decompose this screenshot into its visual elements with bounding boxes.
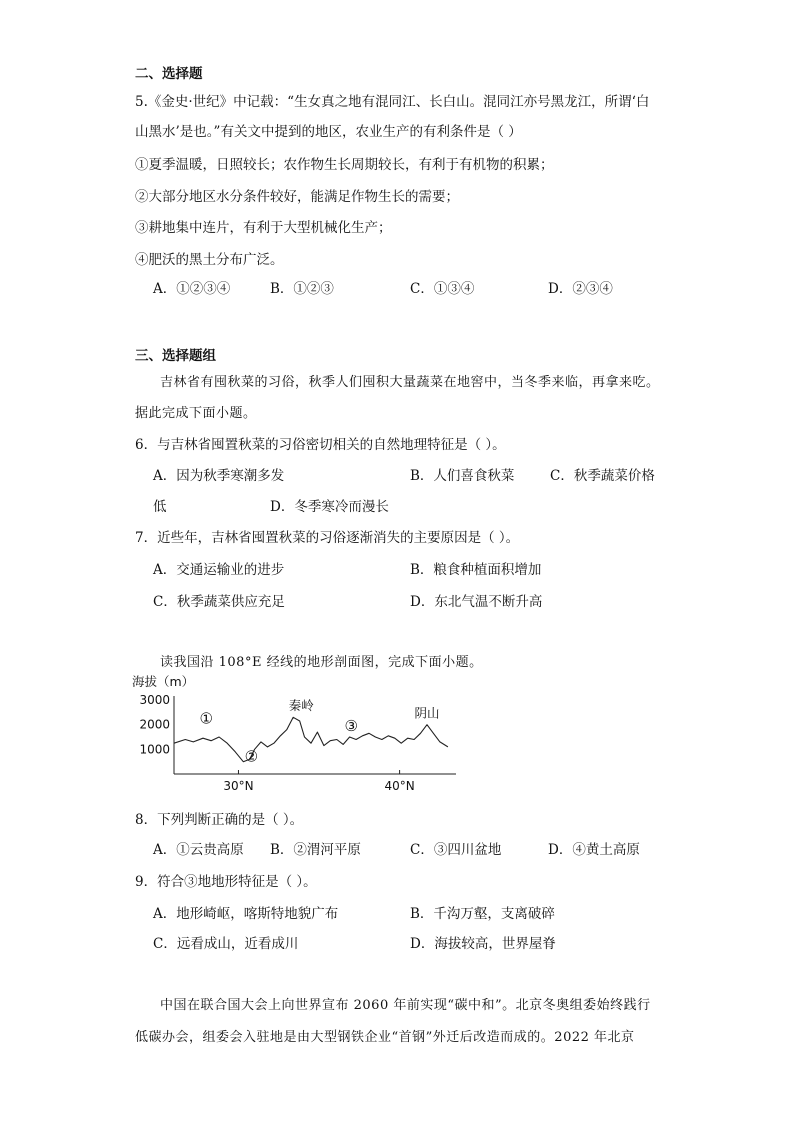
intro3-line2: 低碳办会，组委会入驻地是由大型钢铁企业“首钢”外迁后改造而成的。2022 年北京 — [135, 1030, 635, 1045]
q5-option-b[interactable]: B．①②③ — [270, 281, 334, 297]
section-heading-2: 二、选择题 — [135, 66, 203, 82]
q9-option-b[interactable]: B．千沟万壑，支离破碎 — [410, 906, 555, 922]
q5-option-d[interactable]: D．②③④ — [548, 281, 613, 297]
yinshan-label: 阴山 — [414, 705, 440, 721]
q6-option-b[interactable]: B．人们喜食秋菜 — [410, 468, 515, 484]
q8-stem: 8．下列判断正确的是（ ）。 — [135, 812, 304, 828]
region-label-3: ③ — [344, 716, 358, 735]
terrain-profile-chart — [132, 674, 462, 802]
region-label-1: ① — [199, 709, 213, 728]
y-tick-label: 2000 — [139, 717, 170, 732]
q5-option-a[interactable]: A．①②③④ — [153, 281, 231, 297]
q8-option-b[interactable]: B．②渭河平原 — [270, 842, 361, 858]
intro1-line2: 据此完成下面小题。 — [135, 406, 257, 421]
q5-statement-3: ③耕地集中连片，有利于大型机械化生产； — [135, 220, 392, 236]
intro2: 读我国沿 108°E 经线的地形剖面图，完成下面小题。 — [160, 655, 483, 670]
q5-statement-4: ④肥沃的黑土分布广泛。 — [135, 252, 284, 268]
q8-option-d[interactable]: D．④黄土高原 — [548, 842, 640, 858]
section-heading-3: 三、选择题组 — [135, 348, 216, 364]
q8-option-a[interactable]: A．①云贵高原 — [153, 842, 244, 858]
q6-option-a[interactable]: A．因为秋季寒潮多发 — [153, 468, 285, 484]
q5-statement-1: ①夏季温暖，日照较长；农作物生长周期较长，有利于有机物的积累； — [135, 157, 554, 173]
q9-stem: 9．符合③地地形特征是（ ）。 — [135, 874, 317, 890]
region-label-2: ② — [244, 747, 259, 766]
q5-statement-2: ②大部分地区水分条件较好，能满足作物生长的需要； — [135, 189, 459, 205]
q7-option-b[interactable]: B．粮食种植面积增加 — [410, 562, 542, 578]
q9-option-d[interactable]: D．海拔较高，世界屋脊 — [410, 936, 556, 952]
terrain-profile-line — [174, 717, 448, 761]
y-axis-title: 海拔（m） — [132, 674, 195, 689]
x-tick-label: 40°N — [384, 779, 415, 793]
q6-option-d[interactable]: D．冬季寒冷而漫长 — [270, 499, 389, 515]
q7-stem: 7．近些年，吉林省囤置秋菜的习俗逐渐消失的主要原因是（ ）。 — [135, 530, 520, 546]
terrain-profile-svg — [132, 674, 462, 802]
q6-option-c-continued: 低 — [153, 499, 167, 515]
q7-option-c[interactable]: C．秋季蔬菜供应充足 — [153, 594, 285, 610]
q5-stem-line1: 5.《金史·世纪》中记载：“生女真之地有混同江、长白山。混同江亦号黑龙江，所谓‘白 — [135, 94, 650, 110]
qinling-label: 秦岭 — [288, 697, 314, 713]
y-tick-label: 1000 — [139, 742, 170, 757]
q6-option-c[interactable]: C．秋季蔬菜价格 — [550, 468, 655, 484]
intro3-line1: 中国在联合国大会上向世界宣布 2060 年前实现“碳中和”。北京冬奥组委始终践行 — [160, 998, 651, 1013]
x-tick-label: 30°N — [223, 779, 254, 793]
q9-option-a[interactable]: A．地形崎岖，喀斯特地貌广布 — [153, 906, 339, 922]
q7-option-a[interactable]: A．交通运输业的进步 — [153, 562, 285, 578]
intro1-line1: 吉林省有囤秋菜的习俗，秋季人们囤积大量蔬菜在地窖中，当冬季来临，再拿来吃。 — [160, 375, 660, 390]
q8-option-c[interactable]: C．③四川盆地 — [410, 842, 502, 858]
q9-option-c[interactable]: C．远看成山，近看成川 — [153, 936, 299, 952]
q6-stem: 6．与吉林省囤置秋菜的习俗密切相关的自然地理特征是（ ）。 — [135, 437, 506, 453]
q5-stem-line2: 山黑水’是也。”有关文中提到的地区，农业生产的有利条件是（ ） — [135, 124, 522, 140]
y-tick-label: 3000 — [139, 693, 170, 707]
q7-option-d[interactable]: D．东北气温不断升高 — [410, 594, 543, 610]
q5-option-c[interactable]: C．①③④ — [410, 281, 475, 297]
